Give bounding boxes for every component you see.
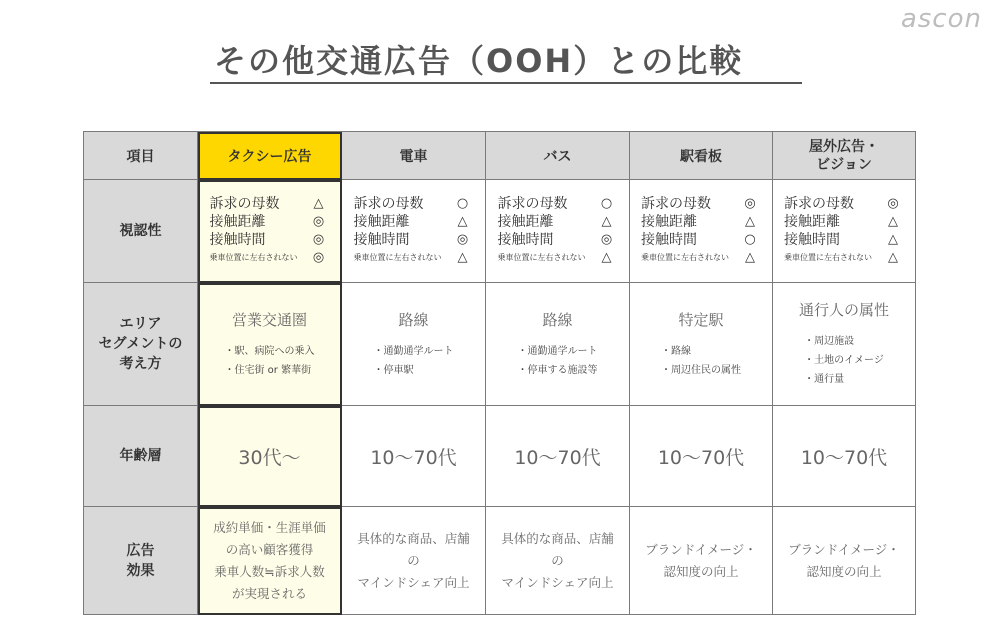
area-bullet-list (661, 342, 741, 380)
area-title: 営業交通圏 (231, 310, 307, 329)
effect-line: 乗車人数≒訴求人数 (214, 563, 325, 579)
header-item: 項目 (84, 132, 198, 180)
visibility-criterion-label: 接触時間 (497, 232, 554, 248)
effect-cell-outdoor (773, 507, 916, 615)
area-cell-station (630, 283, 773, 406)
header-bus: バス (486, 132, 630, 180)
visibility-rating-mark: △ (313, 196, 324, 211)
visibility-criterion-label: 乗車位置に左右されない (784, 253, 872, 262)
header-row (84, 132, 916, 180)
area-bullet-item: ・駅、病院への乗入 (224, 345, 315, 357)
visibility-eval-grid (630, 195, 772, 267)
area-row (84, 283, 916, 406)
effect-cell-bus (486, 507, 630, 615)
row-label-area (84, 283, 198, 406)
visibility-rating-mark: ○ (744, 232, 756, 247)
area-bullet-item: ・周辺施設 (804, 336, 855, 347)
header-taxi: タクシー広告 (198, 132, 342, 180)
title-underline (210, 82, 802, 84)
area-bullet-item: ・周辺住民の属性 (661, 364, 741, 376)
visibility-criterion-label: 接触距離 (497, 214, 554, 230)
header-outdoor-vision (773, 132, 916, 180)
effect-line: の (551, 552, 564, 568)
area-bullet-item: ・通行量 (804, 374, 845, 385)
visibility-eval-grid (773, 195, 915, 267)
area-title: 路線 (398, 310, 429, 329)
effect-line: 成約単価・生涯単価 (213, 519, 326, 535)
visibility-rating-mark: △ (745, 250, 755, 265)
visibility-criterion-label: 接触距離 (209, 214, 266, 230)
row-label-age: 年齢層 (84, 406, 198, 507)
visibility-criterion-label: 接触距離 (784, 214, 840, 230)
visibility-rating-mark: △ (457, 250, 468, 265)
visibility-rating-mark: △ (601, 250, 612, 265)
visibility-rating-mark: △ (888, 232, 898, 247)
visibility-criterion-label: 乗車位置に左右されない (209, 253, 298, 262)
visibility-rating-mark: △ (888, 214, 898, 229)
header-station-sign: 駅看板 (630, 132, 773, 180)
effect-line: ブランドイメージ・ (645, 541, 757, 557)
area-cell-bus (486, 283, 630, 406)
effect-line: 具体的な商品、店舗 (357, 530, 470, 546)
effect-line: マインドシェア向上 (357, 574, 470, 590)
page-title: その他交通広告（OOH）との比較 (214, 42, 744, 80)
visibility-rating-mark: ◎ (312, 232, 325, 247)
effect-cell-station (630, 507, 773, 615)
effect-line: 認知度の向上 (806, 563, 882, 579)
visibility-criterion-label: 接触時間 (353, 232, 410, 248)
visibility-eval-grid (486, 195, 629, 267)
visibility-cell-station (630, 180, 773, 283)
visibility-rating-mark: ◎ (600, 232, 613, 247)
visibility-criterion-label: 乗車位置に左右されない (641, 253, 729, 262)
visibility-criterion-label: 乗車位置に左右されない (353, 253, 442, 262)
visibility-criterion-label: 接触時間 (784, 232, 840, 248)
effect-cell-taxi (198, 507, 342, 615)
visibility-criterion-label: 乗車位置に左右されない (497, 253, 586, 262)
visibility-cell-taxi (198, 180, 342, 283)
visibility-rating-mark: ○ (456, 196, 469, 211)
age-cell-bus: 10〜70代 (486, 406, 630, 507)
area-bullet-list (225, 342, 315, 380)
effect-row (84, 507, 916, 615)
area-bullet-list (374, 342, 454, 380)
visibility-eval-grid (342, 195, 485, 267)
visibility-rating-mark: △ (745, 214, 755, 229)
effect-line: 認知度の向上 (663, 563, 739, 579)
age-cell-train: 10〜70代 (342, 406, 486, 507)
visibility-rating-mark: △ (457, 214, 468, 229)
visibility-criterion-label: 訴求の母数 (353, 196, 424, 212)
area-bullet-item: ・通勤通学ルート (373, 345, 454, 357)
visibility-cell-outdoor (773, 180, 916, 283)
row-label-effect (84, 507, 198, 615)
area-cell-train (342, 283, 486, 406)
visibility-cell-train (342, 180, 486, 283)
visibility-criterion-label: 訴求の母数 (641, 196, 711, 212)
company-logo: ascon (900, 4, 982, 34)
age-cell-station: 10〜70代 (630, 406, 773, 507)
area-bullet-item: ・路線 (661, 345, 691, 357)
area-cell-taxi (198, 283, 342, 406)
area-title: 路線 (542, 310, 573, 329)
age-cell-taxi: 30代〜 (198, 406, 342, 507)
area-title: 通行人の属性 (798, 301, 889, 319)
visibility-eval-grid (198, 195, 341, 267)
visibility-criterion-label: 接触時間 (209, 232, 266, 248)
area-bullet-list (518, 342, 598, 380)
effect-cell-train (342, 507, 486, 615)
visibility-criterion-label: 接触距離 (641, 214, 697, 230)
visibility-rating-mark: △ (888, 250, 898, 265)
row-label-visibility: 視認性 (84, 180, 198, 283)
area-bullet-item: ・通勤通学ルート (517, 345, 598, 357)
effect-line: 具体的な商品、店舗 (501, 530, 614, 546)
age-cell-outdoor: 10〜70代 (773, 406, 916, 507)
visibility-rating-mark: ◎ (744, 196, 756, 211)
effect-line: の高い顧客獲得 (225, 541, 314, 557)
effect-line: の (407, 552, 420, 568)
visibility-criterion-label: 訴求の母数 (784, 196, 854, 212)
visibility-rating-mark: ◎ (887, 196, 899, 211)
visibility-criterion-label: 訴求の母数 (497, 196, 568, 212)
area-title: 特定駅 (678, 310, 724, 329)
visibility-rating-mark: ○ (600, 196, 613, 211)
area-bullet-item: ・住宅街 or 繁華街 (224, 364, 312, 376)
area-bullet-list (804, 332, 884, 389)
visibility-rating-mark: ◎ (312, 250, 325, 265)
visibility-rating-mark: ◎ (312, 214, 325, 229)
visibility-criterion-label: 接触時間 (641, 232, 697, 248)
area-cell-outdoor (773, 283, 916, 406)
area-bullet-item: ・停車駅 (373, 364, 414, 376)
visibility-criterion-label: 接触距離 (353, 214, 410, 230)
visibility-criterion-label: 訴求の母数 (209, 196, 280, 212)
area-bullet-item: ・停車する施設等 (517, 364, 598, 376)
comparison-table (83, 131, 916, 615)
area-bullet-item: ・土地のイメージ (804, 355, 884, 366)
age-row (84, 406, 916, 507)
header-train: 電車 (342, 132, 486, 180)
effect-line: が実現される (231, 585, 307, 601)
effect-line: マインドシェア向上 (501, 574, 614, 590)
visibility-rating-mark: △ (601, 214, 612, 229)
visibility-rating-mark: ◎ (456, 232, 469, 247)
visibility-cell-bus (486, 180, 630, 283)
row-label-area-text: エリア セグメントの 考え方 (98, 316, 183, 372)
visibility-row (84, 180, 916, 283)
effect-line: ブランドイメージ・ (788, 541, 900, 557)
row-label-effect-text: 広告 効果 (126, 542, 155, 579)
header-outdoor-vision-label: 屋外広告・ ビジョン (809, 138, 879, 173)
